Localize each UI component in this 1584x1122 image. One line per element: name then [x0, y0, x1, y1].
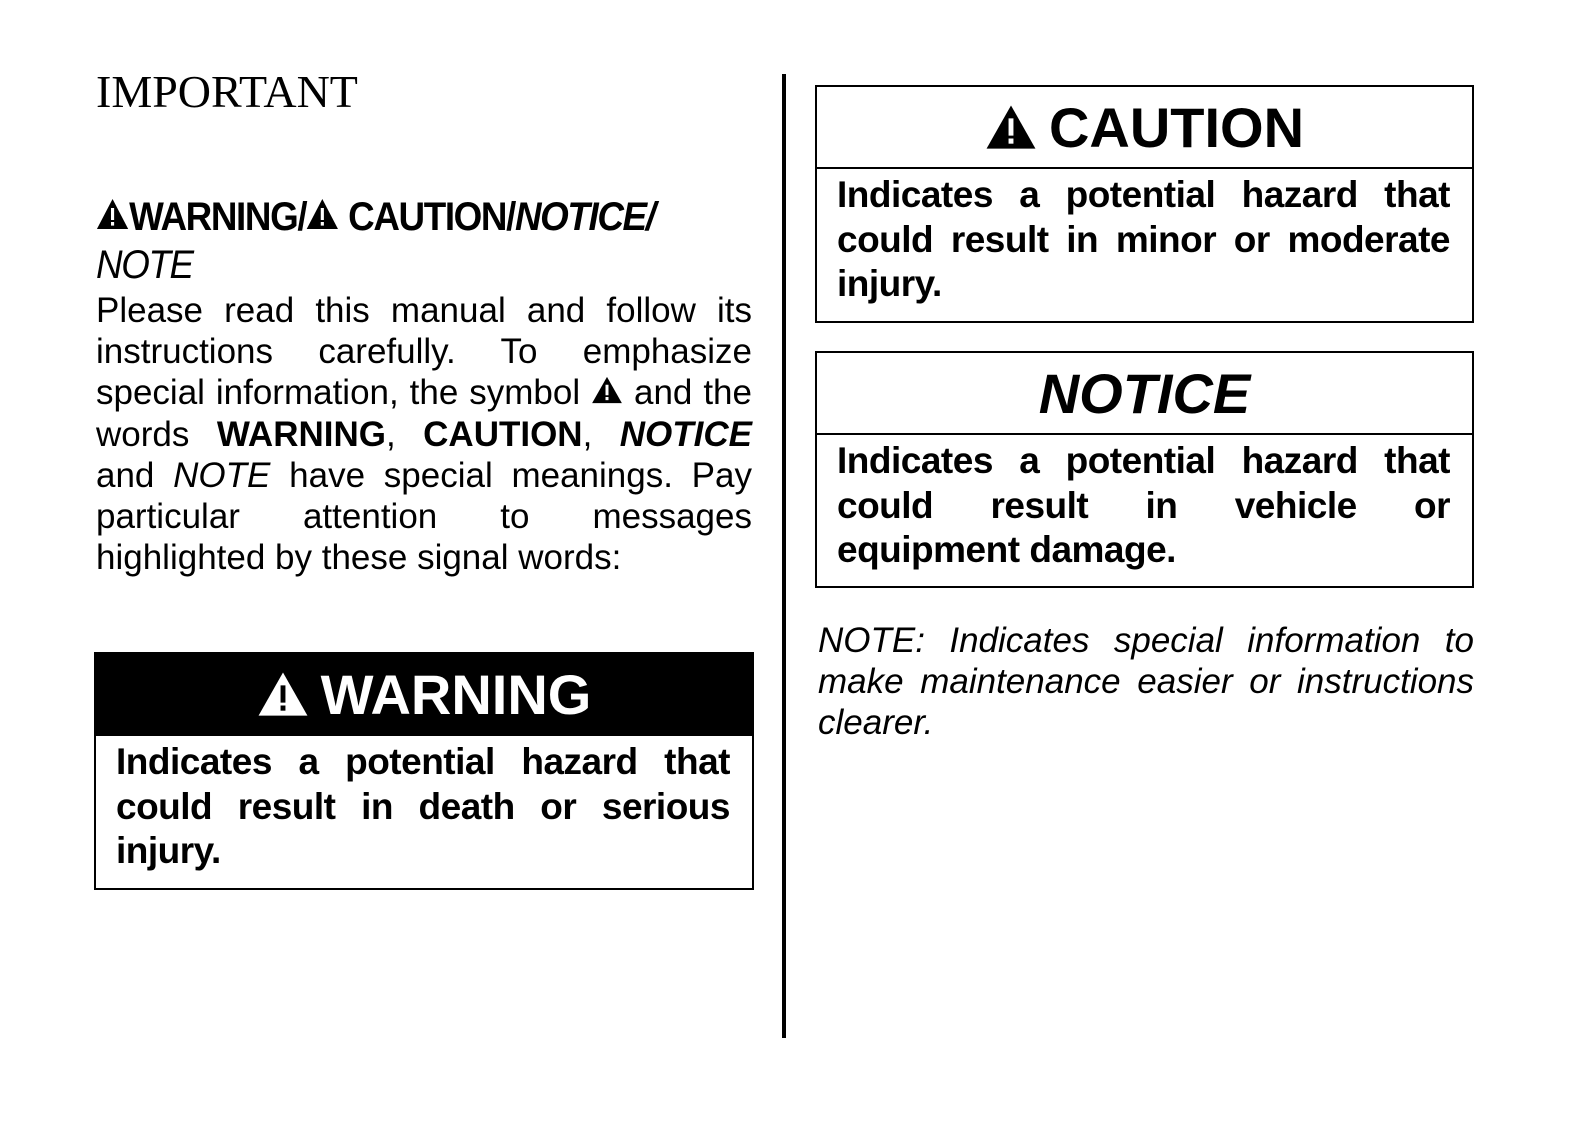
caution-box-header [817, 87, 1472, 169]
intro-text-2: and the words [96, 373, 752, 454]
warning-triangle-icon [985, 104, 1037, 150]
intro-text-1: Please read this manual and follow its instructions carefully. To emphasize special information, the symbol [96, 291, 752, 413]
warning-triangle-icon [257, 671, 309, 717]
warning-box-header [96, 654, 752, 736]
notice-box [815, 351, 1474, 588]
warning-box-title: WARNING [320, 662, 592, 726]
heading-note: NOTE [96, 243, 193, 287]
intro-caution-word: CAUTION [423, 414, 583, 454]
signal-words-heading [96, 193, 685, 289]
intro-warning-word: WARNING [216, 414, 386, 454]
page-title: IMPORTANT [96, 66, 358, 117]
column-divider [782, 74, 786, 1038]
warning-box-text: Indicates a potential hazard that could result in death or serious injury. [116, 741, 730, 871]
caution-box-title: CAUTION [1048, 95, 1305, 159]
heading-notice: NOTICE/ [514, 195, 655, 239]
intro-paragraph [96, 290, 752, 578]
warning-triangle-icon [306, 198, 339, 230]
warning-box [94, 652, 754, 890]
intro-text-3: have special meanings. Pay particular attention to messages highlighted by these signal words: [96, 455, 752, 578]
intro-notice-word: NOTICE [619, 414, 752, 454]
notice-box-header [817, 353, 1472, 435]
intro-comma: , [582, 414, 593, 454]
intro-and: and [96, 455, 155, 495]
warning-triangle-icon [96, 198, 129, 230]
warning-triangle-icon [591, 376, 623, 404]
notice-box-title: NOTICE [1038, 361, 1251, 425]
heading-warning: WARNING/ [129, 195, 307, 239]
caution-box [815, 85, 1474, 323]
notice-box-text: Indicates a potential hazard that could result in vehicle or equipment damage. [837, 440, 1450, 570]
intro-note-word: NOTE [173, 455, 271, 495]
caution-box-text: Indicates a potential hazard that could result in minor or moderate injury. [837, 174, 1450, 304]
intro-comma: , [385, 414, 396, 454]
note-paragraph: NOTE: Indicates special information to make maintenance easier or instructions clearer. [818, 621, 1474, 743]
heading-caution: CAUTION/ [348, 195, 515, 239]
